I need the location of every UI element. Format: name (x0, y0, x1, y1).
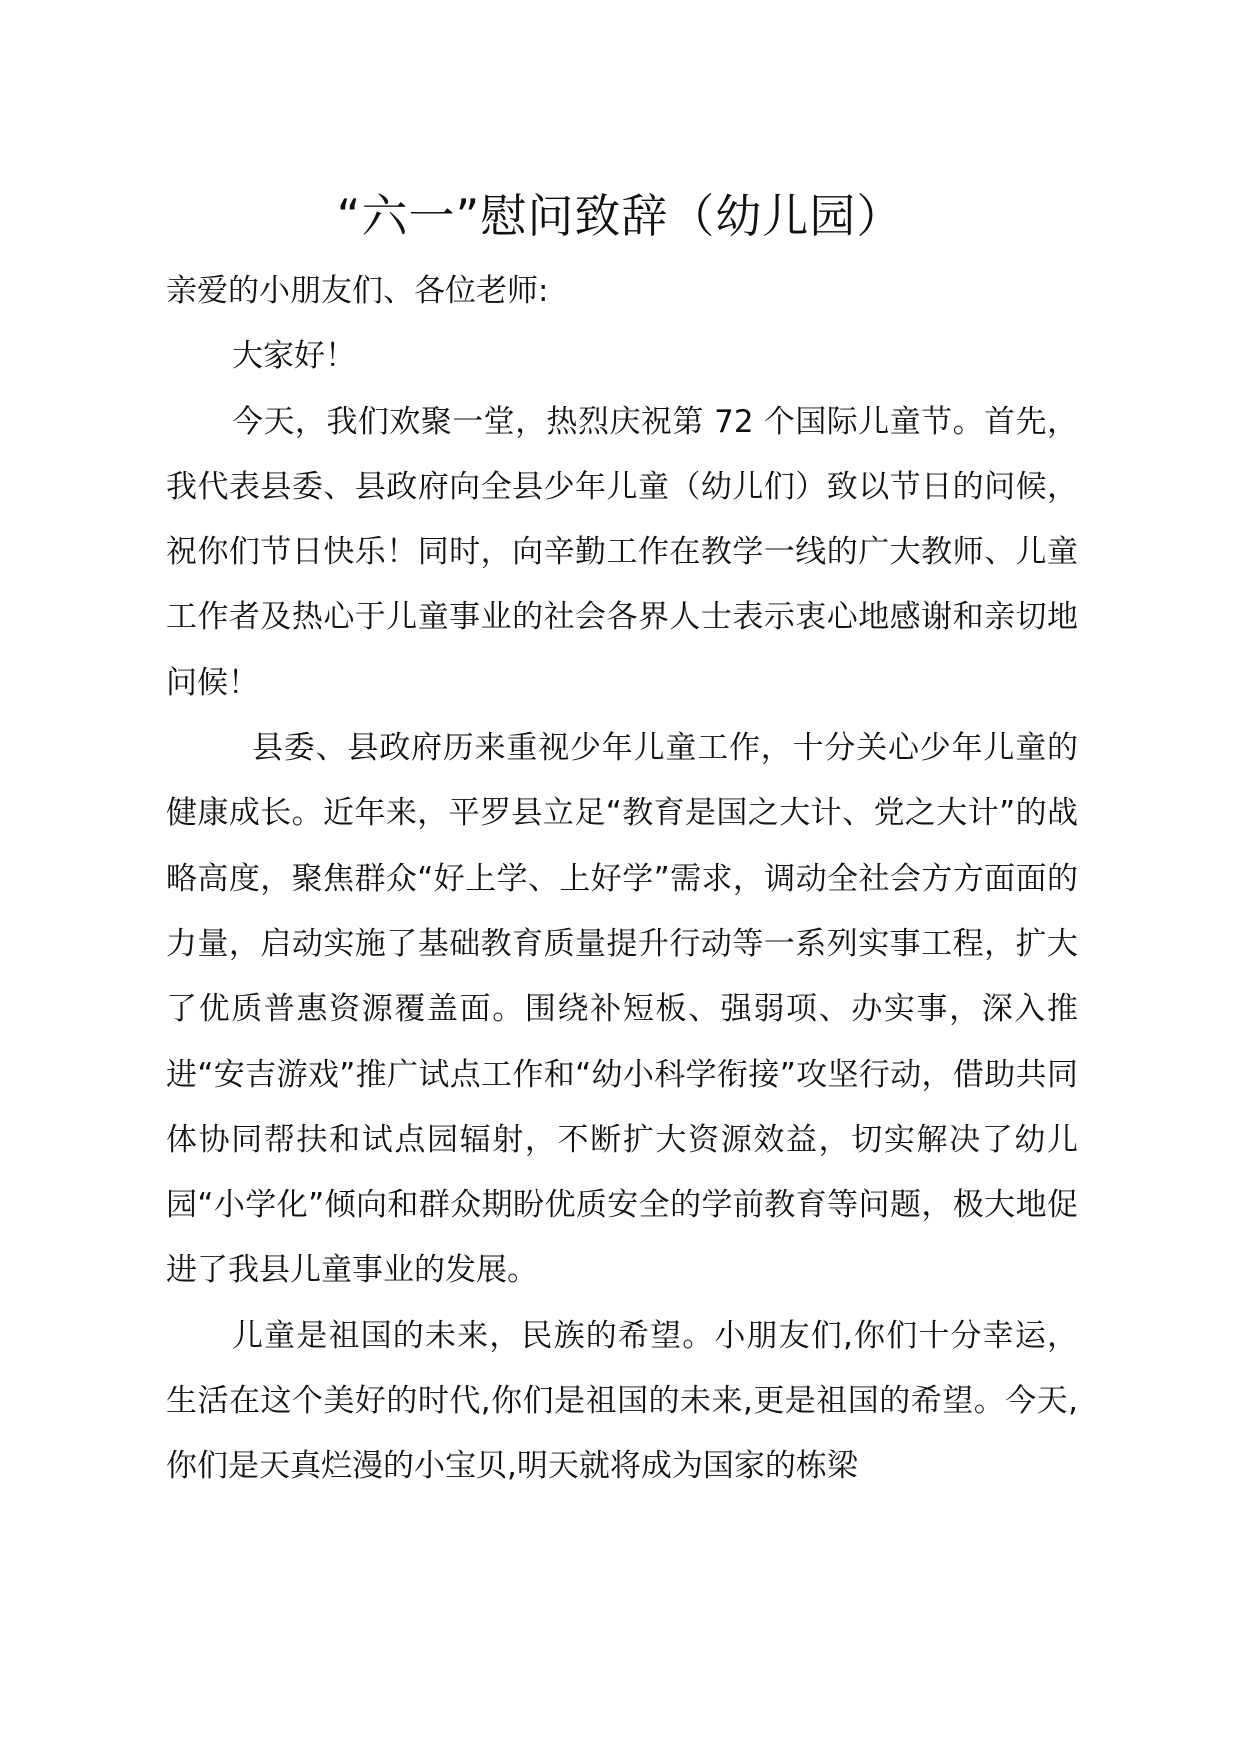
document-title: “六一”慰问致辞（幼儿园） (336, 189, 904, 243)
paragraph-celebration: 今天，我们欢聚一堂，热烈庆祝第 72 个国际儿童节。首先，我代表县委、县政府向全县少年儿童（幼儿们）致以节日的问候，祝你们节日快乐！同时，向辛勤工作在教学一线的广大教师、儿童工作者及热心于儿童事业的社会各界人士表示衷心地感谢和亲切地问候！ (166, 403, 1078, 701)
document-body (166, 259, 1078, 1500)
paragraph-education-work: 县委、县政府历来重视少年儿童工作，十分关心少年儿童的健康成长。近年来，平罗县立足“教育是国之大计、党之大计”的战略高度，聚焦群众“好上学、上好学”需求，调动全社会方方面面的力量，启动实施了基础教育质量提升行动等一系列实事工程，扩大了优质普惠资源覆盖面。围绕补短板、强弱项、办实事，深入推进“安吉游戏”推广试点工作和“幼小科学衔接”攻坚行动，借助共同体协同帮扶和试点园辐射，不断扩大资源效益，切实解决了幼儿园“小学化”倾向和群众期盼优质安全的学前教育等问题，极大地促进了我县儿童事业的发展。 (166, 730, 1078, 1289)
salutation: 亲爱的小朋友们、各位老师: (166, 273, 549, 309)
paragraph-greeting: 大家好！ (232, 338, 356, 375)
paragraph-future: 儿童是祖国的未来，民族的希望。小朋友们,你们十分幸运，生活在这个美好的时代,你们是祖国的未来,更是祖国的希望。今天,你们是天真烂漫的小宝贝,明天就将成为国家的栋梁 (166, 1317, 1078, 1485)
